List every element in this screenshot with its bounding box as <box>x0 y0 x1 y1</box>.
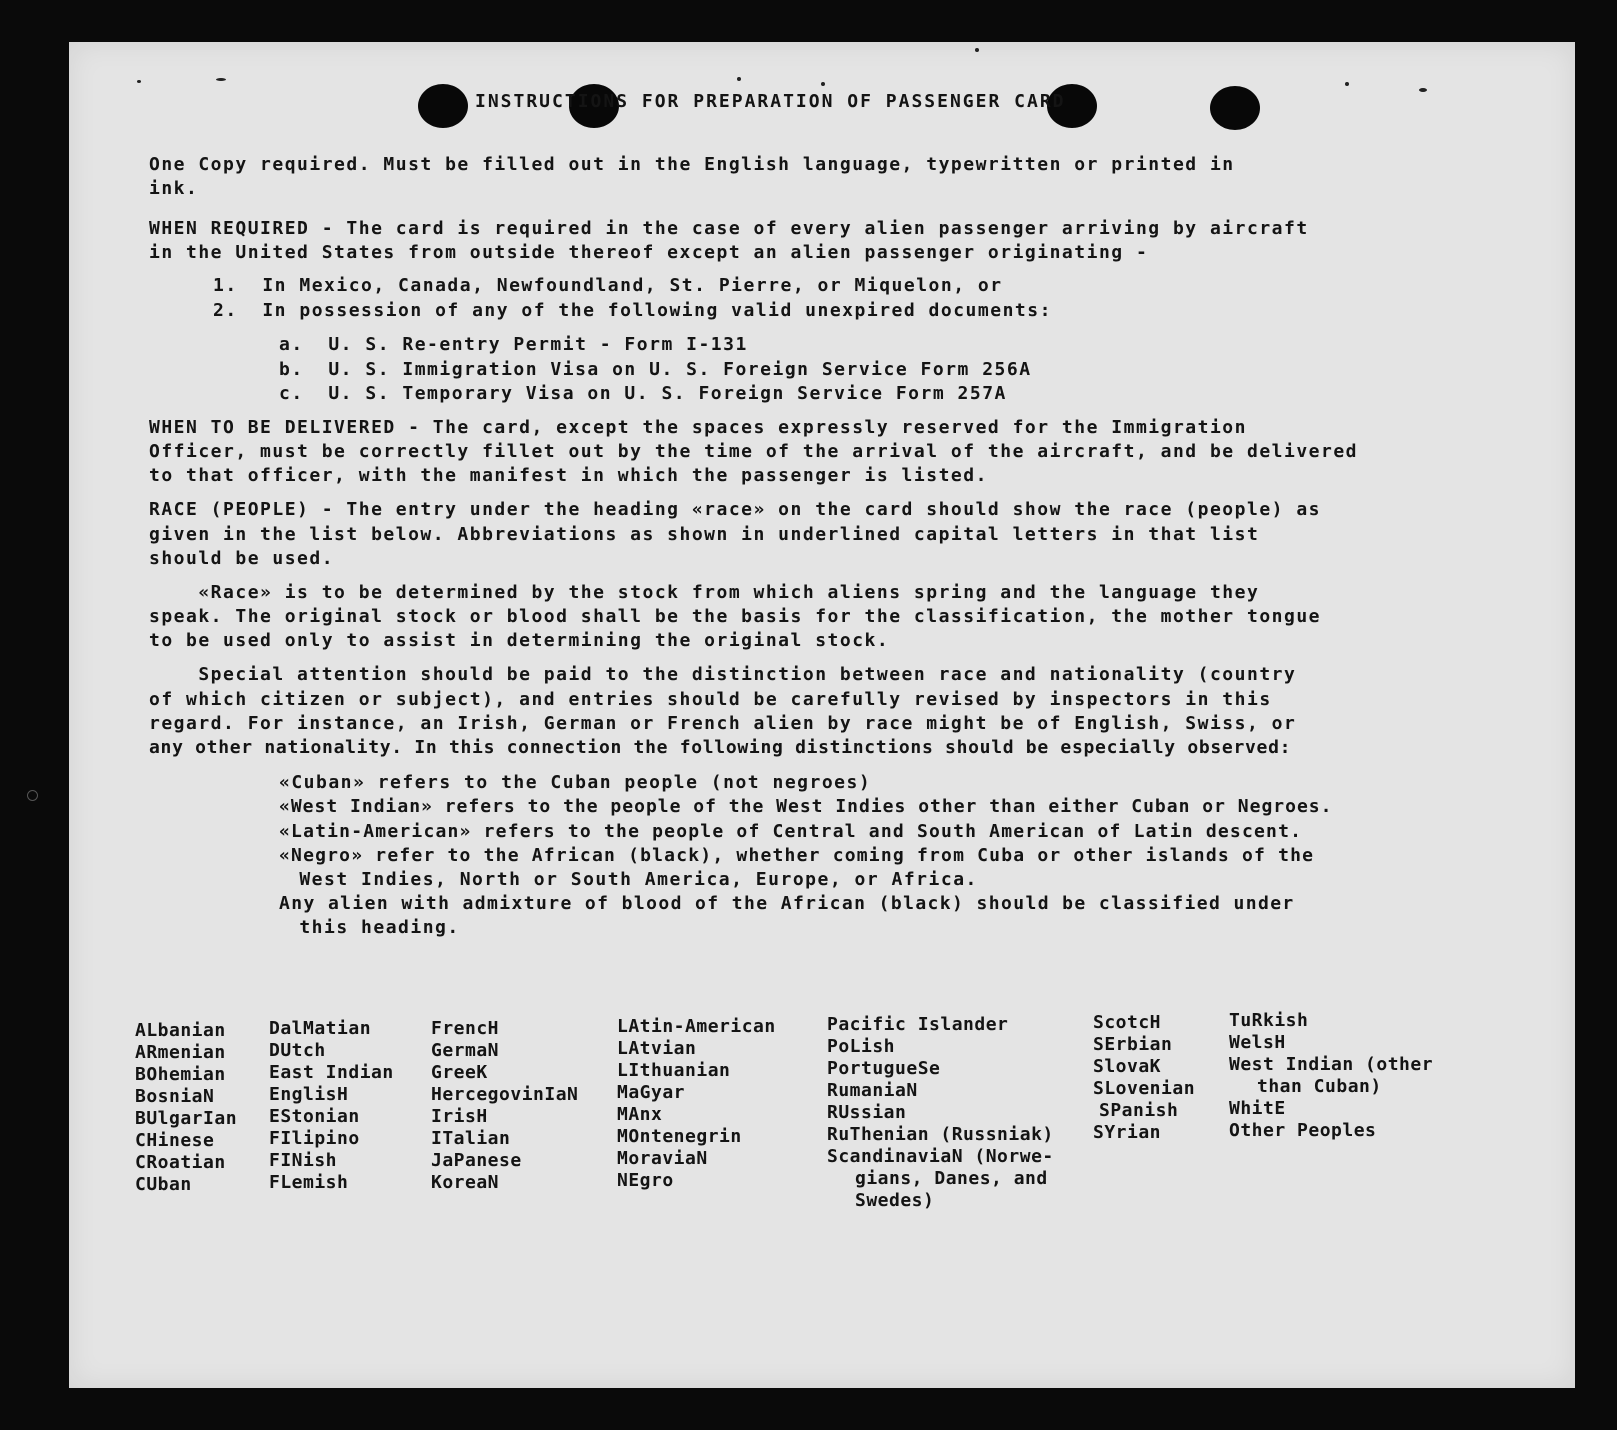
distinction-negro-cont: West Indies, North or South America, Europe, or Africa. <box>287 869 978 890</box>
race-item: SLovenian <box>1093 1078 1196 1099</box>
race-item: HercegovinIaN <box>431 1084 579 1105</box>
race-people-line-1: RACE (PEOPLE) - The entry under the heading «race» on the card should show the race (people) as <box>149 499 1322 520</box>
race-item: FIlipino <box>269 1128 360 1149</box>
race-column-1 <box>135 1020 237 1196</box>
margin-mark <box>27 790 38 801</box>
race-item: SYrian <box>1093 1122 1162 1143</box>
race-item: FINish <box>269 1150 338 1171</box>
race-item: LAtin-American <box>617 1016 776 1037</box>
race-item: SPanish <box>1099 1100 1179 1121</box>
intro-line-2: ink. <box>149 178 199 199</box>
race-item: GermaN <box>431 1040 500 1061</box>
document-page <box>69 42 1575 1388</box>
race-people-line-3: should be used. <box>149 548 335 569</box>
race-item: ARmenian <box>135 1042 226 1063</box>
race-item: SErbian <box>1093 1034 1173 1055</box>
race-item: TuRkish <box>1229 1010 1309 1031</box>
race-item: SlovaK <box>1093 1056 1162 1077</box>
lettered-item-c: c. U. S. Temporary Visa on U. S. Foreign Service Form 257A <box>279 383 1007 404</box>
race-item: MAnx <box>617 1104 663 1125</box>
race-determined-line-3: to be used only to assist in determining the original stock. <box>149 630 890 651</box>
when-delivered-line-3: to that officer, with the manifest in which the passenger is listed. <box>149 465 988 486</box>
race-item: Other Peoples <box>1229 1120 1377 1141</box>
race-item: ScandinaviaN (Norwe- <box>827 1146 1054 1167</box>
race-column-7 <box>1229 1010 1433 1142</box>
race-item: ITalian <box>431 1128 511 1149</box>
speck <box>216 78 226 81</box>
race-item: LIthuanian <box>617 1060 731 1081</box>
race-item: CHinese <box>135 1130 215 1151</box>
punch-hole <box>418 84 468 128</box>
race-item: FLemish <box>269 1172 349 1193</box>
race-item: PortugueSe <box>827 1058 941 1079</box>
when-required-line-2: in the United States from outside thereof except an alien passenger originating - <box>149 242 1149 263</box>
race-item: MaGyar <box>617 1082 686 1103</box>
race-column-4 <box>617 1016 776 1192</box>
lettered-item-a: a. U. S. Re-entry Permit - Form I-131 <box>279 334 748 355</box>
distinction-admixture-cont: this heading. <box>287 917 460 938</box>
race-column-5 <box>827 1014 1054 1212</box>
race-item: EnglisH <box>269 1084 349 1105</box>
race-item: DUtch <box>269 1040 326 1061</box>
distinction-latin-american: «Latin-American» refers to the people of Central and South American of Latin descent. <box>279 821 1303 842</box>
race-column-2 <box>269 1018 394 1194</box>
race-item: BOhemian <box>135 1064 226 1085</box>
speck <box>975 48 979 52</box>
race-item: EStonian <box>269 1106 360 1127</box>
race-item: NEgro <box>617 1170 674 1191</box>
special-attention-line-2: of which citizen or subject), and entries should be carefully revised by inspectors in this <box>149 689 1272 710</box>
race-column-3 <box>431 1018 578 1194</box>
race-item: ScotcH <box>1093 1012 1162 1033</box>
race-item: WhitE <box>1229 1098 1286 1119</box>
race-item: CRoatian <box>135 1152 226 1173</box>
race-item: RumaniaN <box>827 1080 918 1101</box>
distinction-negro: «Negro» refer to the African (black), whether coming from Cuba or other islands of the <box>279 845 1315 866</box>
page-title: INSTRUCTIONS FOR PREPARATION OF PASSENGER CARD <box>475 91 1066 112</box>
race-item: LAtvian <box>617 1038 697 1059</box>
race-item: BosniaN <box>135 1086 215 1107</box>
race-item: gians, Danes, and <box>855 1168 1048 1189</box>
race-item: PoLish <box>827 1036 896 1057</box>
race-item: JaPanese <box>431 1150 522 1171</box>
race-item: DalMatian <box>269 1018 372 1039</box>
race-item: BUlgarIan <box>135 1108 238 1129</box>
race-item: West Indian (other <box>1229 1054 1434 1075</box>
race-item: ALbanian <box>135 1020 226 1041</box>
speck <box>137 80 141 83</box>
race-determined-line-1: «Race» is to be determined by the stock from which aliens spring and the language they <box>149 582 1260 603</box>
when-required-line-1: WHEN REQUIRED - The card is required in the case of every alien passenger arriving by aircraft <box>149 218 1309 239</box>
speck <box>737 77 741 81</box>
race-item: FrencH <box>431 1018 500 1039</box>
race-item: RuThenian (Russniak) <box>827 1124 1054 1145</box>
race-item: MOntenegrin <box>617 1126 742 1147</box>
distinction-west-indian: «West Indian» refers to the people of the West Indies other than either Cuban or Negroes. <box>279 796 1333 817</box>
when-delivered-line-1: WHEN TO BE DELIVERED - The card, except the spaces expressly reserved for the Immigration <box>149 417 1247 438</box>
speck <box>1345 82 1349 86</box>
punch-hole <box>1210 86 1260 130</box>
race-item: CUban <box>135 1174 192 1195</box>
race-item: Swedes) <box>855 1190 935 1211</box>
race-determined-line-2: speak. The original stock or blood shall be the basis for the classification, the mother tongue <box>149 606 1322 627</box>
when-delivered-line-2: Officer, must be correctly fillet out by the time of the arrival of the aircraft, and be delivered <box>149 441 1359 462</box>
race-item: KoreaN <box>431 1172 500 1193</box>
numbered-item-2: 2. In possession of any of the following valid unexpired documents: <box>213 300 1052 321</box>
race-column-6 <box>1093 1012 1195 1144</box>
distinction-admixture: Any alien with admixture of blood of the African (black) should be classified under <box>279 893 1295 914</box>
race-item: Pacific Islander <box>827 1014 1009 1035</box>
race-item: GreeK <box>431 1062 488 1083</box>
lettered-item-b: b. U. S. Immigration Visa on U. S. Foreign Service Form 256A <box>279 359 1032 380</box>
race-item: IrisH <box>431 1106 488 1127</box>
numbered-item-1: 1. In Mexico, Canada, Newfoundland, St. Pierre, or Miquelon, or <box>213 275 1003 296</box>
race-item: RUssian <box>827 1102 907 1123</box>
race-people-line-2: given in the list below. Abbreviations as shown in underlined capital letters in that list <box>149 524 1260 545</box>
speck <box>821 82 825 86</box>
special-attention-line-4: any other nationality. In this connection the following distinctions should be especially observed: <box>149 737 1292 758</box>
special-attention-line-1: Special attention should be paid to the distinction between race and nationality (country <box>149 664 1297 685</box>
race-item: MoraviaN <box>617 1148 708 1169</box>
race-item: East Indian <box>269 1062 394 1083</box>
distinction-cuban: «Cuban» refers to the Cuban people (not negroes) <box>279 772 872 793</box>
race-item: than Cuban) <box>1257 1076 1382 1097</box>
special-attention-line-3: regard. For instance, an Irish, German or French alien by race might be of English, Swiss, or <box>149 713 1297 734</box>
race-item: WelsH <box>1229 1032 1286 1053</box>
intro-line-1: One Copy required. Must be filled out in the English language, typewritten or printed in <box>149 154 1235 175</box>
speck <box>1419 88 1427 92</box>
